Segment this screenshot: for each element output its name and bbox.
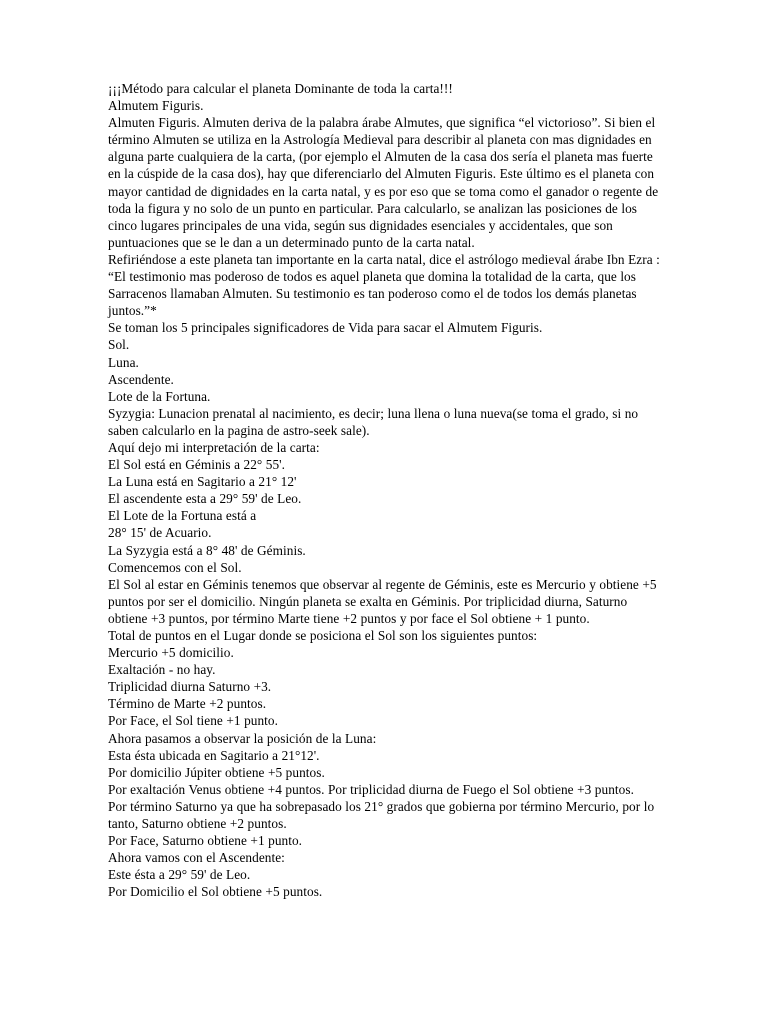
heading-comencemos-sol: Comencemos con el Sol.	[108, 559, 242, 575]
luna-posicion: Esta ésta ubicada en Sagitario a 21°12'.	[108, 747, 320, 763]
document-title: ¡¡¡Método para calcular el planeta Dominante de toda la carta!!!	[108, 81, 453, 96]
score-luna-face: Por Face, Saturno obtiene +1 punto.	[108, 833, 303, 849]
heading-ascendente-intro: Ahora vamos con el Ascendente:	[108, 850, 285, 866]
paragraph-five-significators-intro: Se toman los 5 principales significadores de Vida para sacar el Almutem Figuris.	[108, 320, 543, 336]
paragraph-almuten-definition: Almuten Figuris. Almuten deriva de la palabra árabe Almutes, que significa “el victorioso”. Si bien el término Almuten se utiliza en la Astrología Medieval para describir al planeta con mas dignidades en alguna parte cualquiera de la carta, (por ejemplo el Almuten de la casa dos sería el planeta mas fuerte en la cúspide de la casa dos), hay que diferenciarlo del Almuten Figuris. Este último es el planeta con mayor cantidad de dignidades en la carta natal, y es por eso que se toma como el ganador o regente de toda la figura y no solo de un punto en particular. Para calcularlo, se analizan las posiciones de los cinco lugares principales de una vida, según sus dignidades esenciales y accidentales, que son puntuaciones que se le dan a un determinado punto de la carta natal.	[108, 115, 659, 250]
position-syzygia: La Syzygia está a 8° 48' de Géminis.	[108, 542, 306, 558]
position-sol: El Sol está en Géminis a 22° 55'.	[108, 457, 285, 473]
ascendente-posicion: Este ésta a 29° 59' de Leo.	[108, 867, 251, 883]
heading-luna-intro: Ahora pasamos a observar la posición de la Luna:	[108, 730, 377, 746]
position-lote-fortuna-line1: El Lote de la Fortuna está a	[108, 508, 257, 524]
position-ascendente: El ascendente esta a 29° 59' de Leo.	[108, 491, 302, 507]
list-item-significator-syzygia: Syzygia: Lunacion prenatal al nacimiento, es decir; luna llena o luna nueva(se toma el grado, si no saben calcularlo en la pagina de astro-seek sale).	[108, 405, 639, 438]
list-item-significator-luna: Luna.	[108, 354, 139, 370]
list-item-significator-lote-fortuna: Lote de la Fortuna.	[108, 388, 211, 404]
score-sol-face: Por Face, el Sol tiene +1 punto.	[108, 713, 278, 729]
paragraph-ibn-ezra-quote: “El testimonio mas poderoso de todos es aquel planeta que domina la totalidad de la carta, que los Sarracenos llamaban Almuten. Su testimonio es tan poderoso como el de todos los demás planetas juntos.”*	[108, 269, 637, 319]
score-luna-exaltacion-triplicidad: Por exaltación Venus obtiene +4 puntos. Por triplicidad diurna de Fuego el Sol obtiene +3 puntos.	[108, 781, 634, 797]
score-ascendente-domicilio: Por Domicilio el Sol obtiene +5 puntos.	[108, 884, 323, 900]
paragraph-ibn-ezra-intro: Refiriéndose a este planeta tan importante en la carta natal, dice el astrólogo medieval árabe Ibn Ezra :	[108, 251, 660, 267]
list-item-significator-sol: Sol.	[108, 337, 130, 353]
score-luna-domicilio: Por domicilio Júpiter obtiene +5 puntos.	[108, 764, 325, 780]
score-sol-triplicidad: Triplicidad diurna Saturno +3.	[108, 679, 272, 695]
document-text-body	[108, 80, 664, 901]
score-sol-termino: Término de Marte +2 puntos.	[108, 696, 267, 712]
score-sol-mercurio-domicilio: Mercurio +5 domicilio.	[108, 645, 234, 661]
list-item-significator-ascendente: Ascendente.	[108, 371, 174, 387]
paragraph-sol-total-intro: Total de puntos en el Lugar donde se posiciona el Sol son los siguientes puntos:	[108, 628, 538, 643]
paragraph-sol-analisis: El Sol al estar en Géminis tenemos que observar al regente de Géminis, este es Mercurio y obtiene +5 puntos por ser el domicilio. Ningún planeta se exalta en Géminis. Por triplicidad diurna, Saturno obtiene +3 puntos, por término Marte tiene +2 puntos y por face el Sol obtiene + 1 punto.	[108, 576, 657, 626]
position-luna: La Luna está en Sagitario a 21° 12'	[108, 474, 297, 490]
paragraph-interpretacion-intro: Aquí dejo mi interpretación de la carta:	[108, 439, 320, 455]
score-sol-exaltacion: Exaltación - no hay.	[108, 662, 216, 678]
score-luna-termino: Por término Saturno ya que ha sobrepasado los 21° grados que gobierna por término Mercurio, por lo tanto, Saturno obtiene +2 puntos.	[108, 798, 655, 832]
document-subtitle: Almutem Figuris.	[108, 98, 204, 114]
position-lote-fortuna-line2: 28° 15' de Acuario.	[108, 525, 212, 541]
